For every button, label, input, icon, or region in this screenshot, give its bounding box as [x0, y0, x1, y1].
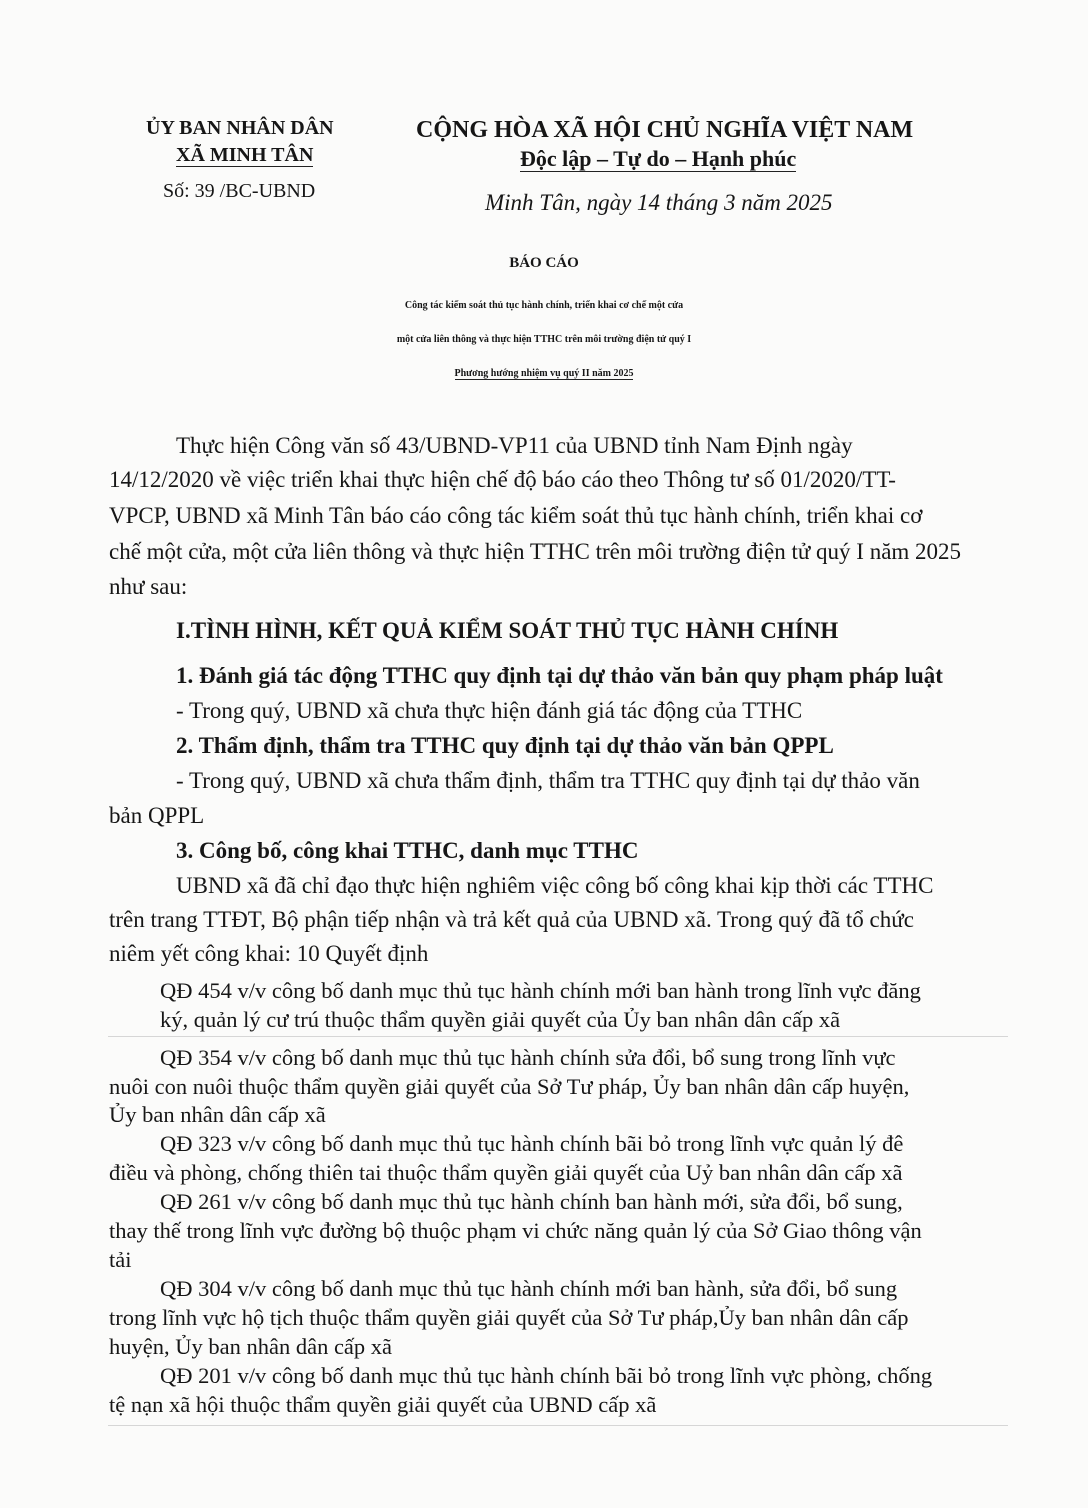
subsection-2-heading: 2. Thẩm định, thẩm tra TTHC quy định tại dự thảo văn bản QPPL [176, 733, 834, 758]
decision-354-line2: nuôi con nuôi thuộc thẩm quyền giải quyết của Sở Tư pháp, Ủy ban nhân dân cấp huyện, [109, 1074, 910, 1099]
document-number: Số: 39 /BC-UBND [163, 180, 316, 202]
decision-354-line3: Ủy ban nhân dân cấp xã [109, 1102, 326, 1127]
report-subtitle-line1: Công tác kiểm soát thủ tục hành chính, triển khai cơ chế một cửa [404, 300, 684, 311]
decision-323-line1: QĐ 323 v/v công bố danh mục thủ tục hành chính bãi bỏ trong lĩnh vực quản lý đê [160, 1131, 904, 1156]
intro-line5: như sau: [109, 574, 188, 599]
table-rule-bottom [108, 1425, 1008, 1426]
subsection-2-text-line1: - Trong quý, UBND xã chưa thẩm định, thẩm tra TTHC quy định tại dự thảo văn [176, 768, 920, 793]
subsection-3-heading: 3. Công bố, công khai TTHC, danh mục TTHC [176, 838, 639, 863]
decision-261-line3: tải [109, 1247, 132, 1272]
org-name-line2: XÃ MINH TÂN [176, 144, 314, 166]
table-rule [108, 1036, 1008, 1037]
report-subtitle-line2: một cửa liên thông và thực hiện TTHC trên môi trường điện tử quý I [396, 334, 692, 345]
decision-201-line1: QĐ 201 v/v công bố danh mục thủ tục hành chính bãi bỏ trong lĩnh vực phòng, chống [160, 1363, 933, 1388]
subsection-3-text-line1: UBND xã đã chỉ đạo thực hiện nghiêm việc công bố công khai kịp thời các TTHC [176, 873, 934, 898]
decision-201-line2: tệ nạn xã hội thuộc thẩm quyền giải quyết của UBND cấp xã [109, 1392, 657, 1417]
decision-304-line3: huyện, Ủy ban nhân dân cấp xã [109, 1334, 393, 1359]
decision-454-line1: QĐ 454 v/v công bố danh mục thủ tục hành chính mới ban hành trong lĩnh vực đăng [160, 978, 921, 1003]
subsection-2-text-line2: bản QPPL [109, 803, 205, 828]
subsection-1-text: - Trong quý, UBND xã chưa thực hiện đánh giá tác động của TTHC [176, 698, 803, 723]
decision-304-line1: QĐ 304 v/v công bố danh mục thủ tục hành chính mới ban hành, sửa đổi, bổ sung [160, 1276, 898, 1301]
national-title: CỘNG HÒA XÃ HỘI CHỦ NGHĨA VIỆT NAM [416, 117, 914, 143]
report-title: BÁO CÁO [509, 255, 579, 271]
decision-261-line2: thay thế trong lĩnh vực đường bộ thuộc phạm vi chức năng quản lý của Sở Giao thông vận [109, 1218, 922, 1243]
subsection-3-text-line2: trên trang TTĐT, Bộ phận tiếp nhận và trả kết quả của UBND xã. Trong quý đã tổ chức [109, 907, 914, 932]
org-name-line1: ỦY BAN NHÂN DÂN [146, 117, 334, 139]
decision-304-line2: trong lĩnh vực hộ tịch thuộc thẩm quyền giải quyết của Sở Tư pháp,Ủy ban nhân dân cấp [109, 1305, 909, 1330]
decision-261-line1: QĐ 261 v/v công bố danh mục thủ tục hành chính ban hành mới, sửa đổi, bổ sung, [160, 1189, 903, 1214]
national-motto: Độc lập – Tự do – Hạnh phúc [520, 146, 797, 171]
subsection-3-text-line3: niêm yết công khai: 10 Quyết định [109, 941, 429, 966]
decision-323-line2: điều và phòng, chống thiên tai thuộc thẩm quyền giải quyết của Uỷ ban nhân dân cấp xã [109, 1160, 903, 1185]
place-and-date: Minh Tân, ngày 14 tháng 3 năm 2025 [485, 190, 833, 215]
intro-line2: 14/12/2020 về việc triển khai thực hiện chế độ báo cáo theo Thông tư số 01/2020/TT- [109, 467, 896, 492]
intro-line1: Thực hiện Công văn số 43/UBND-VP11 của UBND tỉnh Nam Định ngày [176, 433, 853, 458]
decision-454-line2: ký, quản lý cư trú thuộc thẩm quyền giải quyết của Ủy ban nhân dân cấp xã [160, 1007, 841, 1032]
subsection-1-heading: 1. Đánh giá tác động TTHC quy định tại dự thảo văn bản quy phạm pháp luật [176, 663, 943, 688]
report-subtitle-line3: Phương hướng nhiệm vụ quý II năm 2025 [454, 368, 634, 379]
section-heading: I.TÌNH HÌNH, KẾT QUẢ KIỂM SOÁT THỦ TỤC HÀNH CHÍNH [176, 618, 839, 643]
decision-354-line1: QĐ 354 v/v công bố danh mục thủ tục hành chính sửa đổi, bổ sung trong lĩnh vực [160, 1045, 896, 1070]
intro-line3: VPCP, UBND xã Minh Tân báo cáo công tác kiểm soát thủ tục hành chính, triển khai cơ [109, 503, 923, 528]
intro-line4: chế một cửa, một cửa liên thông và thực hiện TTHC trên môi trường điện tử quý I năm 2025 [109, 539, 962, 564]
